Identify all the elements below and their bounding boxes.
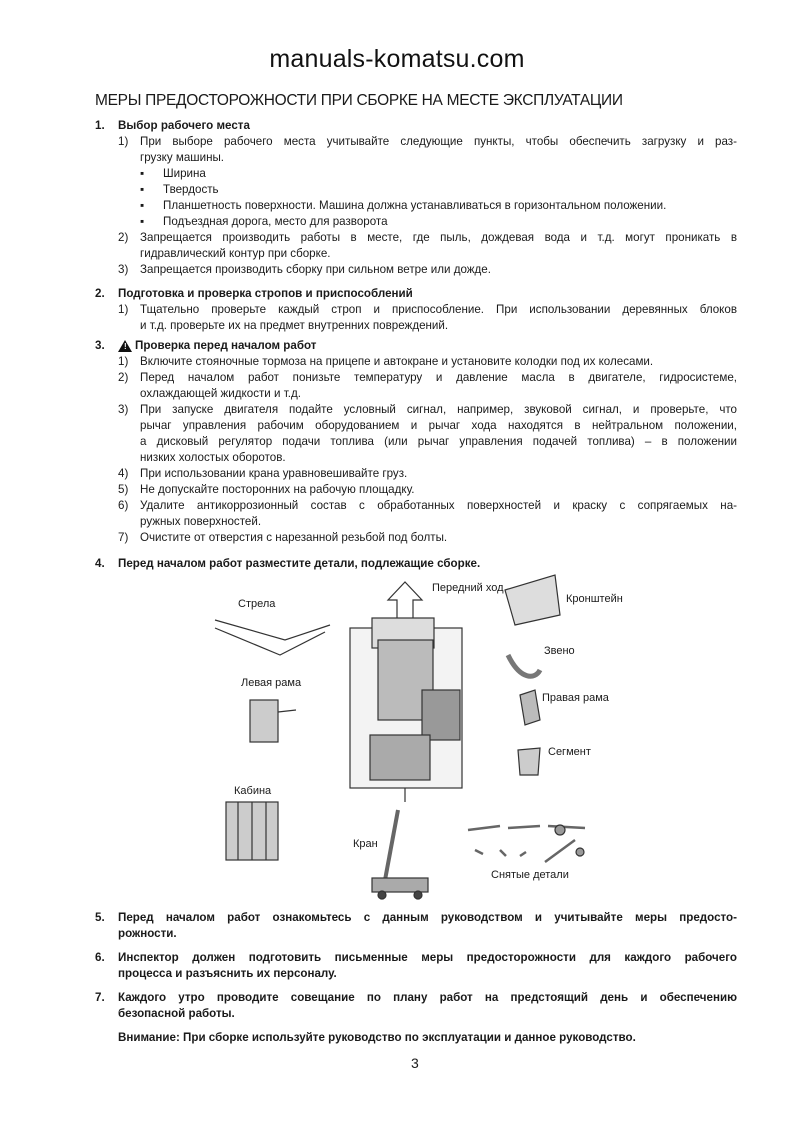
text-line: Запрещается производить сборку при сильном ветре или дожде.: [140, 263, 491, 276]
item-number: 2): [118, 371, 129, 384]
crane-part: [372, 810, 428, 899]
text-line: При выборе рабочего места учитывайте следующие пункты, чтобы обеспечить загрузку и раз-: [140, 135, 737, 148]
text-line: ружных поверхностей.: [140, 515, 262, 528]
text-line: Не допускайте посторонних на рабочую площадку.: [140, 483, 415, 496]
label-boom: Стрела: [238, 598, 276, 610]
text-line: гидравлический контур при сборке.: [140, 247, 331, 260]
section-number: 5.: [95, 911, 105, 924]
text-line: низких холостых оборотов.: [140, 451, 286, 464]
section-heading: Перед началом работ разместите детали, подлежащие сборке.: [118, 557, 481, 570]
text-line: Включите стояночные тормоза на прицепе и автокране и установите колодки под их колесами.: [140, 355, 654, 368]
bracket-part: [505, 575, 560, 625]
bullet-icon: ▪: [140, 199, 145, 212]
left-frame-part: [250, 700, 296, 742]
item-number: 7): [118, 531, 129, 544]
text-line: рожности.: [118, 927, 177, 940]
section-6: [95, 950, 737, 982]
page-title: МЕРЫ ПРЕДОСТОРОЖНОСТИ ПРИ СБОРКЕ НА МЕСТЕ ЭКСПЛУАТАЦИИ: [95, 92, 623, 109]
label-cab: Кабина: [234, 785, 272, 797]
text-line: безопасной работы.: [118, 1007, 235, 1020]
text-line: Тщательно проверьте каждый строп и приспособление. При использовании деревянных блоков: [140, 303, 737, 316]
bullet-icon: ▪: [140, 167, 145, 180]
section-number: 3.: [95, 339, 105, 352]
section-number: 6.: [95, 951, 105, 964]
label-left-frame: Левая рама: [241, 677, 302, 689]
text-line: При запуске двигателя подайте условный сигнал, например, звуковой сигнал, и проверьте, что: [140, 403, 737, 416]
text-line: грузку машины.: [140, 151, 225, 164]
segment-part: [518, 748, 540, 775]
bullet-icon: ▪: [140, 215, 145, 228]
section-number: 1.: [95, 119, 105, 132]
label-link: Звено: [544, 645, 575, 657]
forward-arrow-icon: [388, 582, 422, 622]
attention-note: Внимание: При сборке используйте руководство по эксплуатации и данное руководство.: [118, 1031, 636, 1044]
section-heading: Выбор рабочего места: [118, 119, 250, 132]
right-frame-part: [520, 690, 540, 725]
section-heading: Подготовка и проверка стропов и приспособлений: [118, 287, 413, 300]
text-line: Удалите антикоррозионный состав с обработанных поверхностей и краску с сопрягаемых на-: [140, 499, 737, 512]
text-line: Запрещается производить работы в месте, где пыль, дождевая вода и т.д. могут проникать в: [140, 231, 737, 244]
section-number: 4.: [95, 557, 105, 570]
machine-top-view: [350, 618, 462, 802]
text-line: Перед началом работ понизьте температуру и давление масла в двигателе, гидросистеме,: [140, 371, 737, 384]
item-number: 1): [118, 135, 129, 148]
section-number: 7.: [95, 991, 105, 1004]
removed-parts: [468, 825, 585, 862]
text-line: При использовании крана уравновешивайте груз.: [140, 467, 408, 480]
item-number: 1): [118, 303, 129, 316]
section-heading: Проверка перед началом работ: [135, 339, 317, 352]
text-line: и т.д. проверьте их на предмет внутренних повреждений.: [140, 319, 449, 332]
item-number: 5): [118, 483, 129, 496]
boom-part: [215, 620, 330, 655]
warning-mark: !: [124, 342, 127, 351]
item-number: 2): [118, 231, 129, 244]
cab-part: [226, 802, 278, 860]
section-5: [95, 910, 737, 942]
text-line: процесса и разъяснить их персоналу.: [118, 967, 337, 980]
item-number: 4): [118, 467, 129, 480]
item-number: 3): [118, 403, 129, 416]
section-7: [95, 990, 737, 1022]
label-removed-parts: Снятые детали: [491, 869, 569, 881]
section-number: 2.: [95, 287, 105, 300]
item-number: 1): [118, 355, 129, 368]
watermark: manuals-komatsu.com: [269, 45, 525, 73]
label-bracket: Кронштейн: [566, 593, 623, 605]
link-part: [508, 655, 540, 676]
text-line: Перед началом работ ознакомьтесь с данным руководством и учитывайте меры предосто-: [118, 911, 737, 924]
label-crane: Кран: [353, 838, 378, 850]
label-forward: Передний ход: [432, 582, 504, 594]
text-line: а дисковый регулятор подачи топлива (или рычаг управления подачей топлива) – в положении: [140, 435, 737, 448]
item-number: 6): [118, 499, 129, 512]
bullet-text: Твердость: [163, 183, 219, 196]
bullet-text: Ширина: [163, 167, 206, 180]
text-line: Инспектор должен подготовить письменные меры предосторожности для каждого рабочего: [118, 951, 737, 964]
bullet-text: Планшетность поверхности. Машина должна устанавливаться в горизонтальном положении.: [163, 199, 667, 212]
text-line: охлаждающей жидкости и т.д.: [140, 387, 301, 400]
label-right-frame: Правая рама: [542, 692, 609, 704]
text-line: Каждого утро проводите совещание по плану работ на предстоящий день и обеспечению: [118, 991, 737, 1004]
text-line: рычаг управления рабочим оборудованием и рычаг хода находятся в нейтральном положении,: [140, 419, 737, 432]
item-number: 3): [118, 263, 129, 276]
bullet-icon: ▪: [140, 183, 145, 196]
label-segment: Сегмент: [548, 746, 591, 758]
page-number: 3: [411, 1055, 419, 1071]
text-line: Очистите от отверстия с нарезанной резьбой под болты.: [140, 531, 448, 544]
bullet-text: Подъездная дорога, место для разворота: [163, 215, 388, 228]
